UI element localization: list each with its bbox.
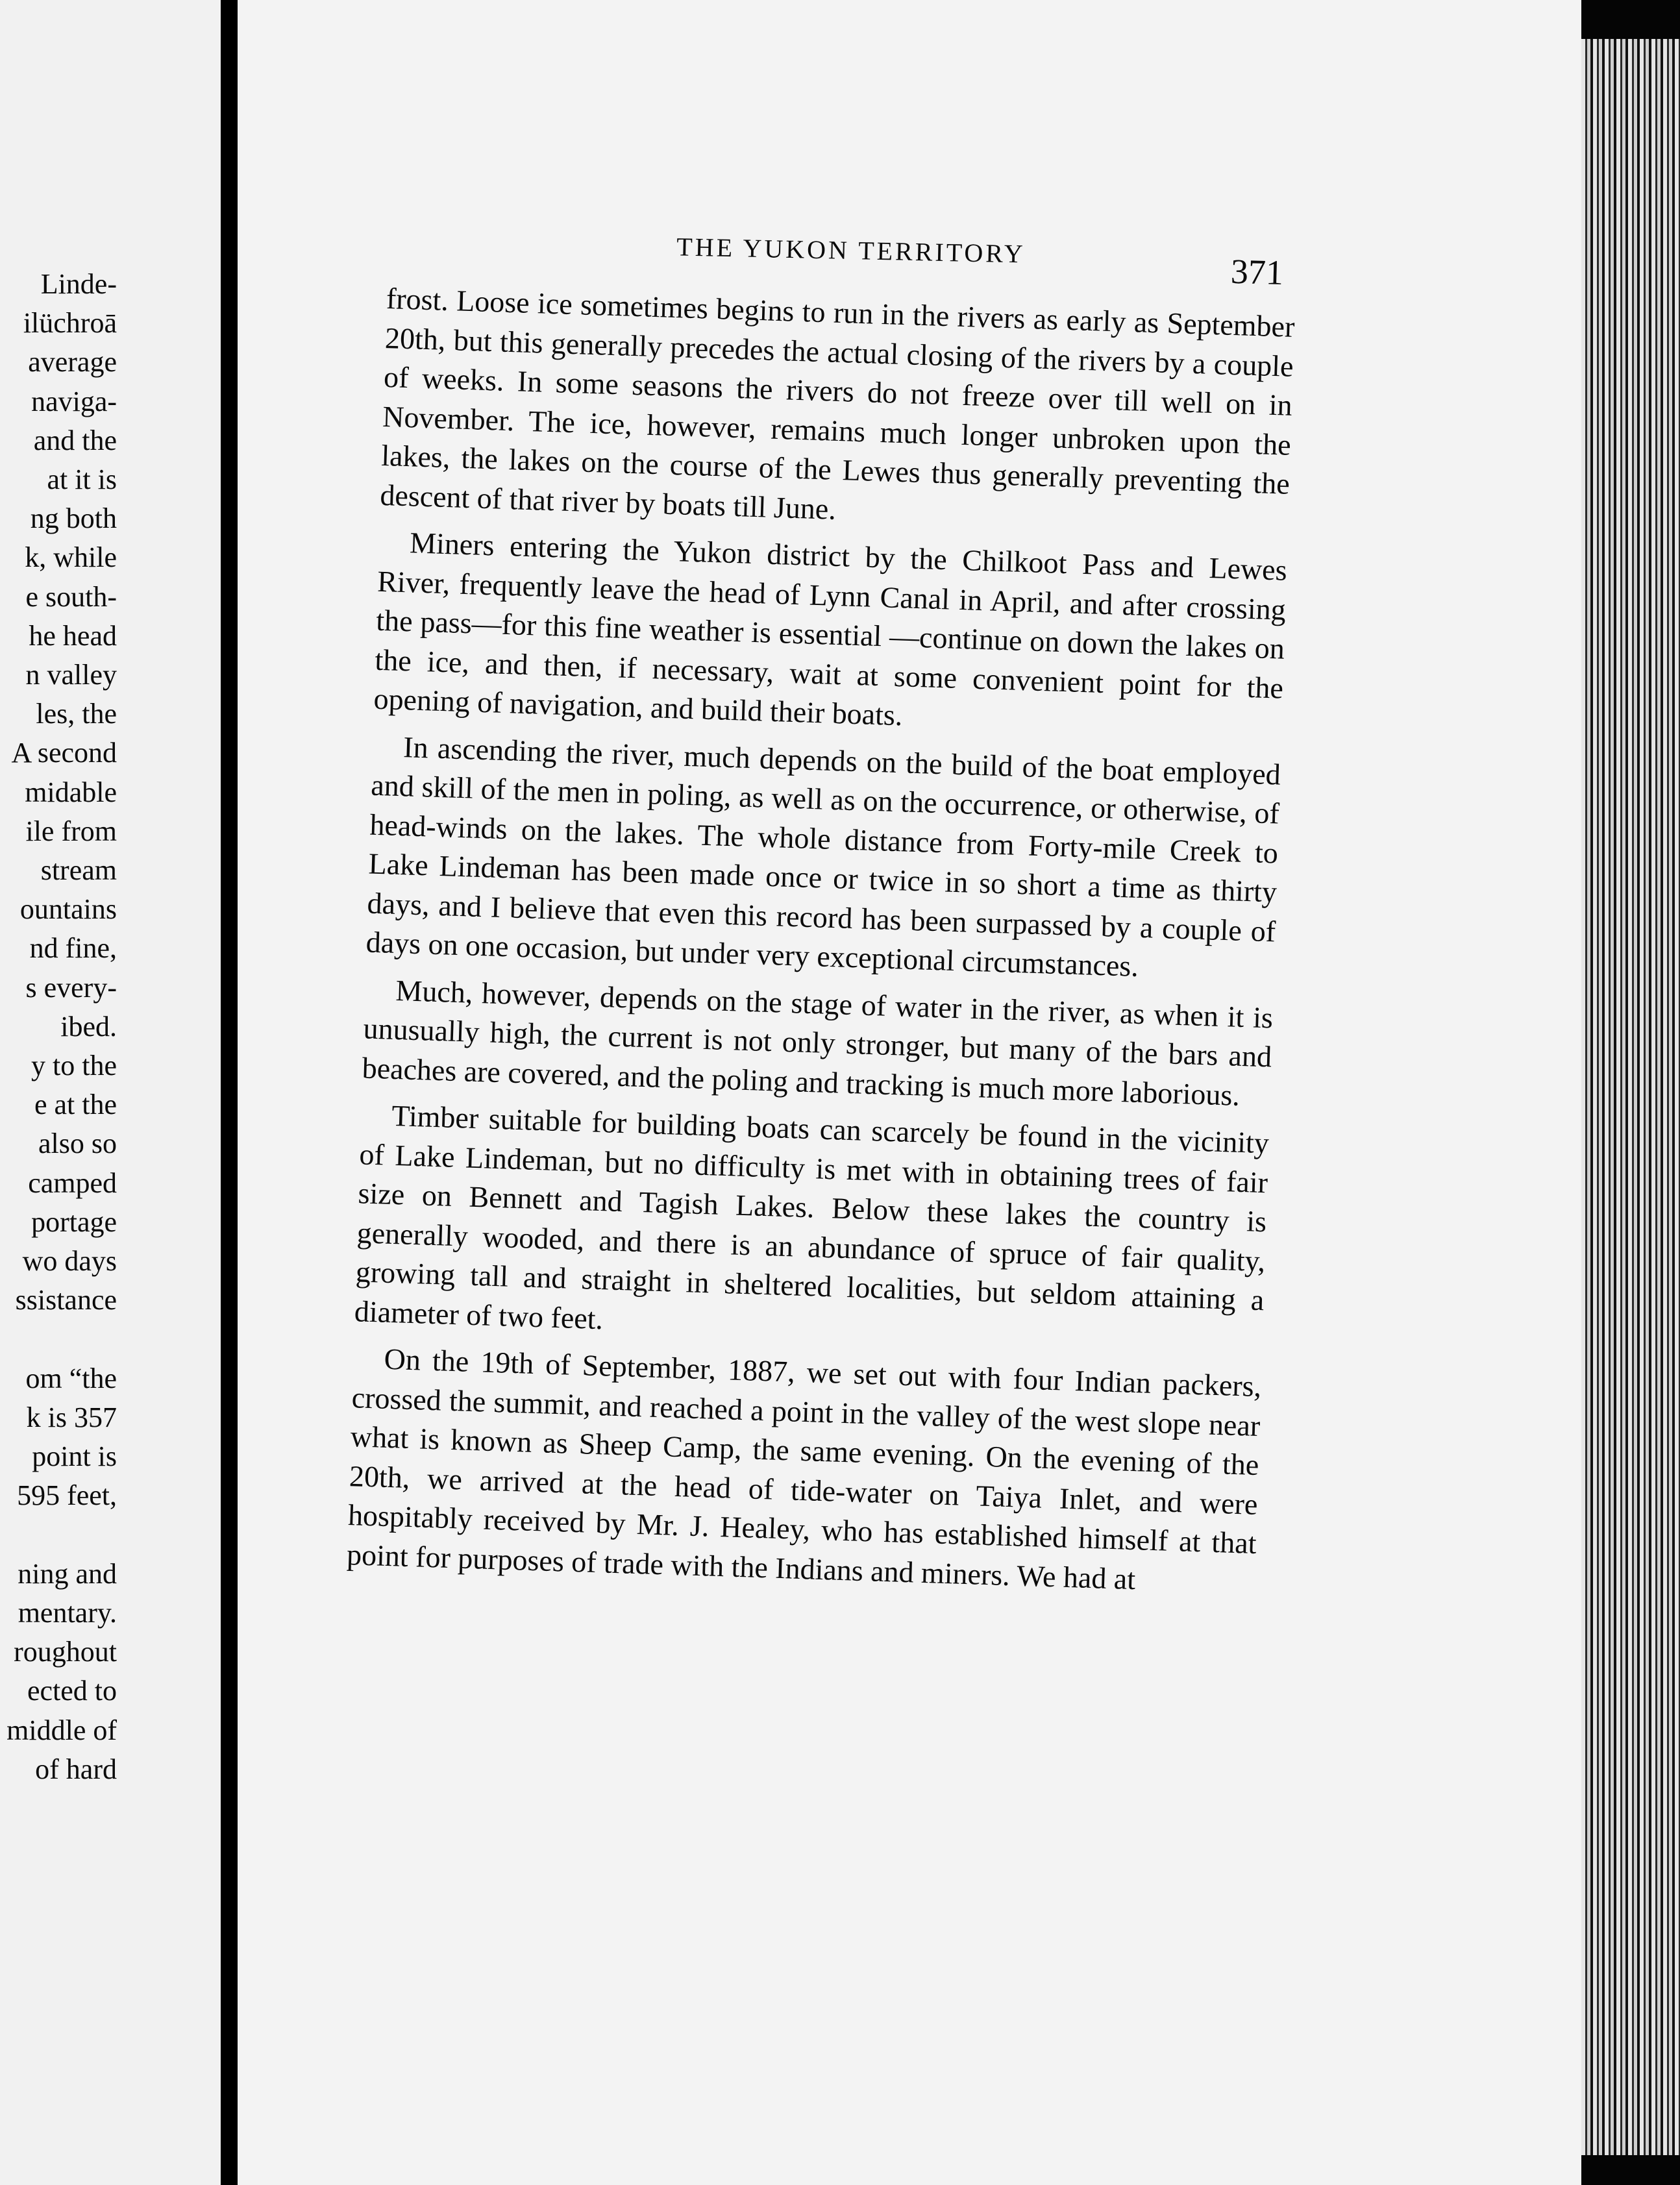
fragment-line: mentary. <box>18 1596 117 1629</box>
fragment-line: ibed. <box>60 1010 117 1043</box>
body-text <box>346 279 1295 1611</box>
previous-page-text-column <box>6 265 117 1789</box>
fragment-line: midable <box>25 776 117 808</box>
fragment-line: Linde- <box>40 268 117 300</box>
fragment-line: les, the <box>36 698 117 730</box>
paragraph: Timber suitable for building boats can scarcely be found in the vicinity of Lake Lindeman, but no difficulty is met with in obtaining trees of fair size on Bennett and Tagish Lakes. Below these lakes the country is generally wooded, and there is an abundance of spruce of fair quality, growing tall and straight in sheltered localities, but seldom attaining a diameter of two feet. <box>354 1098 1270 1335</box>
fragment-line: ile from <box>25 815 117 847</box>
fragment-line <box>6 1320 117 1359</box>
fragment-line: of hard <box>35 1753 117 1785</box>
fragment-line: roughout <box>14 1636 117 1668</box>
page-edges-stack <box>1581 39 1680 2155</box>
fragment-line: 595 feet, <box>17 1479 117 1512</box>
fragment-line: n valley <box>25 659 117 691</box>
fragment-line: ilüchroā <box>23 307 117 339</box>
fragment-line: and the <box>33 424 117 456</box>
book-gutter <box>221 0 238 2185</box>
fragment-line: om “the <box>25 1362 117 1394</box>
fragment-line: ountains <box>19 893 117 926</box>
fragment-line: k, while <box>25 541 117 574</box>
fragment-line: point is <box>32 1440 117 1473</box>
paragraph: In ascending the river, much depends on the build of the boat employed and skill of the men in poling, as well as on the occurrence, or otherwise, of head-winds on the lakes. The whole distance from Forty-mile Creek to Lake Lindeman has been made once or twice in so short a time as thirty days, and I believe that even this record has been surpassed by a couple of days on one occasion, but under very exceptional circumstances. <box>365 730 1281 983</box>
fragment-line: ssistance <box>15 1284 117 1316</box>
paragraph: Much, however, depends on the stage of water in the river, as when it is unusually high, the current is not only stronger, but many of the bars and beaches are covered, and the poling and tracking is much more laborious. <box>362 973 1274 1112</box>
fragment-line: middle of <box>6 1714 117 1746</box>
fragment-line <box>6 1516 117 1555</box>
fragment-line: he head <box>29 619 117 652</box>
fragment-line: at it is <box>47 463 117 496</box>
fragment-line: portage <box>31 1205 117 1238</box>
fragment-line: e south- <box>25 580 117 613</box>
fragment-line: e at the <box>34 1089 117 1121</box>
fragment-line: nd fine, <box>29 932 117 965</box>
fragment-line: also so <box>38 1128 117 1160</box>
fragment-line: naviga- <box>31 385 117 417</box>
fragment-line: camped <box>28 1167 117 1199</box>
previous-page-fragment <box>0 0 221 2185</box>
paragraph: On the 19th of September, 1887, we set out with four Indian packers, crossed the summit, and reached a point in the valley of the west slope near what is known as Sheep Camp, the same evening. On the evening of the 20th, we arrived at the head of tide-water on Taiya Inlet, and were hospitably received by Mr. J. Healey, who has established himself at that point for purposes of trade with the Indians and miners. We had at <box>346 1342 1262 1596</box>
running-head: THE YUKON TERRITORY <box>676 232 1026 269</box>
fragment-line: s every- <box>25 971 117 1004</box>
fragment-line: wo days <box>22 1245 117 1278</box>
fragment-line: ning and <box>18 1557 117 1590</box>
fragment-line: ng both <box>30 502 117 535</box>
fragment-line: stream <box>40 854 117 887</box>
fragment-line: A second <box>11 737 117 769</box>
fragment-line: average <box>28 346 117 378</box>
fragment-line: k is 357 <box>26 1401 117 1433</box>
fragment-line: y to the <box>31 1050 117 1082</box>
paragraph: frost. Loose ice sometimes begins to run in the rivers as early as September 20th, but this generally precedes the actual closing of the rivers by a couple of weeks. In some seasons the rivers do not freeze over till well on in November. The ice, however, remains much longer unbroken upon the lakes, the lakes on the course of the Lewes thus generally preventing the descent of that river by boats till June. <box>379 281 1296 526</box>
paragraph: Miners entering the Yukon district by the Chilkoot Pass and Lewes River, frequently leave the head of Lynn Canal in April, and after crossing the pass—for this fine weather is essential —continue on down the lakes on the ice, and then, if necessary, wait at some convenient point for the opening of navigation, and build their boats. <box>373 526 1288 732</box>
current-page <box>238 0 1581 2185</box>
page-number: 371 <box>1230 251 1284 293</box>
fragment-line: ected to <box>27 1675 117 1707</box>
